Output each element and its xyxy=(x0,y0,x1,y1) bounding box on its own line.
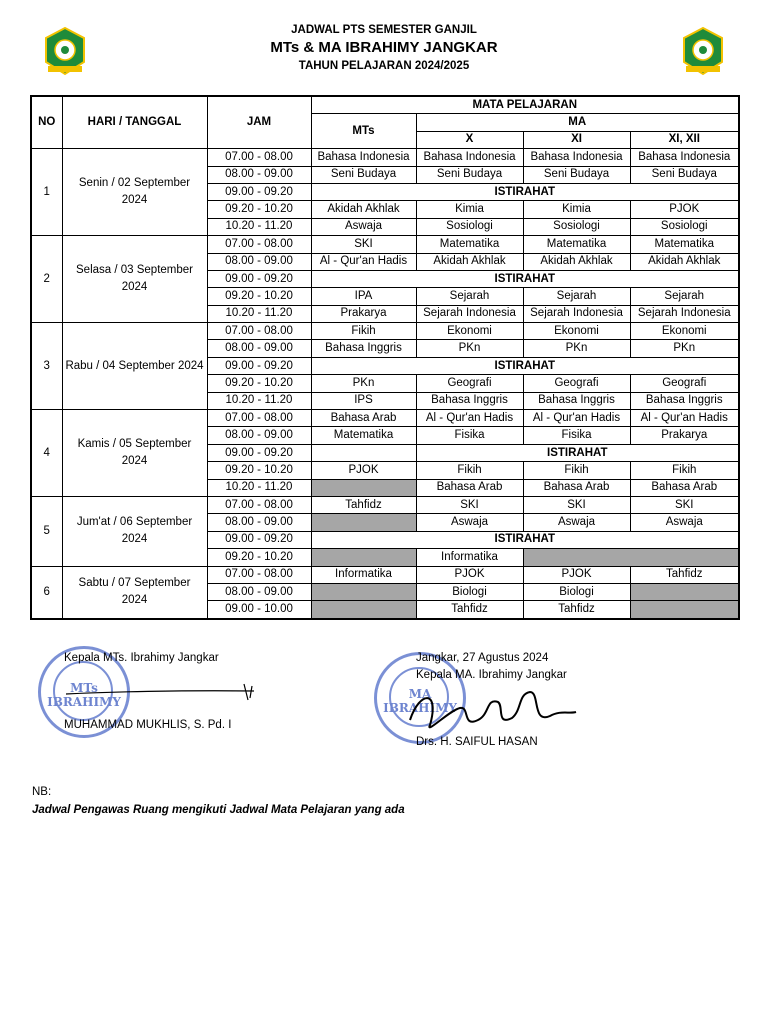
header-line-1: JADWAL PTS SEMESTER GANJIL xyxy=(291,24,477,36)
time-slot: 07.00 - 08.00 xyxy=(207,236,311,253)
subject-cell xyxy=(311,601,416,619)
subject-cell: Prakarya xyxy=(311,305,416,322)
subject-cell: Bahasa Indonesia xyxy=(630,149,739,166)
subject-cell: Tahfidz xyxy=(311,496,416,513)
note-label: NB: xyxy=(32,786,52,798)
break-cell: ISTIRAHAT xyxy=(311,183,739,200)
subject-cell: Sejarah Indonesia xyxy=(630,305,739,322)
time-slot: 09.20 - 10.20 xyxy=(207,201,311,218)
subject-cell: Sejarah Indonesia xyxy=(416,305,523,322)
subject-cell: Sejarah xyxy=(630,288,739,305)
subject-cell: Fikih xyxy=(523,462,630,479)
schedule-table xyxy=(30,95,740,620)
day-label: Senin / 02 September 2024 xyxy=(62,149,207,236)
subject-cell: PKn xyxy=(311,375,416,392)
subject-cell: Prakarya xyxy=(630,427,739,444)
subject-cell xyxy=(630,601,739,619)
time-slot: 10.20 - 11.20 xyxy=(207,392,311,409)
header-line-2: MTs & MA IBRAHIMY JANGKAR xyxy=(270,39,498,56)
subject-cell: Bahasa Inggris xyxy=(630,392,739,409)
subject-cell: Bahasa Arab xyxy=(523,479,630,496)
subject-cell: Matematika xyxy=(311,427,416,444)
subject-cell: SKI xyxy=(311,236,416,253)
subject-cell: Aswaja xyxy=(523,514,630,531)
mts-head-name: MUHAMMAD MUKHLIS, S. Pd. I xyxy=(64,719,232,731)
table-row xyxy=(31,496,739,513)
header-line-3: TAHUN PELAJARAN 2024/2025 xyxy=(298,60,470,72)
subject-cell: Tahfidz xyxy=(416,601,523,619)
document-header xyxy=(0,22,768,74)
empty-cell xyxy=(311,444,416,461)
time-slot: 09.00 - 10.00 xyxy=(207,601,311,619)
day-label: Selasa / 03 September 2024 xyxy=(62,236,207,323)
ma-head-title: Kepala MA. Ibrahimy Jangkar xyxy=(416,669,567,681)
subject-cell: Bahasa Indonesia xyxy=(311,149,416,166)
subject-cell: Al - Qur'an Hadis xyxy=(630,410,739,427)
ma-signature-icon xyxy=(400,680,580,740)
subject-cell xyxy=(311,479,416,496)
ma-stamp-icon: MA IBRAHIMY xyxy=(374,652,466,744)
table-row xyxy=(31,410,739,427)
time-slot: 09.00 - 09.20 xyxy=(207,270,311,287)
break-cell: ISTIRAHAT xyxy=(311,531,739,548)
time-slot: 07.00 - 08.00 xyxy=(207,566,311,583)
place-date: Jangkar, 27 Agustus 2024 xyxy=(416,652,549,664)
time-slot: 09.00 - 09.20 xyxy=(207,444,311,461)
note-text: Jadwal Pengawas Ruang mengikuti Jadwal Mata Pelajaran yang ada xyxy=(32,804,405,816)
subject-cell: Geografi xyxy=(630,375,739,392)
time-slot: 07.00 - 08.00 xyxy=(207,149,311,166)
table-row xyxy=(31,323,739,340)
subject-cell: Informatika xyxy=(416,549,523,566)
subject-cell xyxy=(311,583,416,600)
time-slot: 08.00 - 09.00 xyxy=(207,166,311,183)
subject-cell: Fisika xyxy=(416,427,523,444)
subject-cell: Bahasa Arab xyxy=(416,479,523,496)
subject-cell: Matematika xyxy=(630,236,739,253)
time-slot: 09.20 - 10.20 xyxy=(207,375,311,392)
subject-cell: Informatika xyxy=(311,566,416,583)
day-label: Jum'at / 06 September 2024 xyxy=(62,496,207,566)
subject-cell: Ekonomi xyxy=(416,323,523,340)
subject-cell: Bahasa Indonesia xyxy=(416,149,523,166)
subject-cell: Aswaja xyxy=(416,514,523,531)
day-number: 3 xyxy=(31,323,62,410)
subject-cell: Bahasa Indonesia xyxy=(523,149,630,166)
subject-cell: IPS xyxy=(311,392,416,409)
subject-cell xyxy=(311,514,416,531)
subject-cell: Biologi xyxy=(416,583,523,600)
subject-cell: Geografi xyxy=(523,375,630,392)
day-label: Rabu / 04 September 2024 xyxy=(62,323,207,410)
subject-cell: Bahasa Arab xyxy=(311,410,416,427)
time-slot: 10.20 - 11.20 xyxy=(207,218,311,235)
subject-cell: Ekonomi xyxy=(523,323,630,340)
subject-cell: Al - Qur'an Hadis xyxy=(523,410,630,427)
subject-cell: IPA xyxy=(311,288,416,305)
ma-head-name: Drs. H. SAIFUL HASAN xyxy=(416,736,538,748)
subject-cell: PJOK xyxy=(523,566,630,583)
subject-cell: PJOK xyxy=(630,201,739,218)
subject-cell: Seni Budaya xyxy=(523,166,630,183)
subject-cell: SKI xyxy=(523,496,630,513)
header-class-xi: XI xyxy=(523,131,630,148)
subject-cell: Tahfidz xyxy=(630,566,739,583)
subject-cell: Seni Budaya xyxy=(630,166,739,183)
header-no: NO xyxy=(31,96,62,149)
day-number: 4 xyxy=(31,410,62,497)
subject-cell: Bahasa Arab xyxy=(630,479,739,496)
time-slot: 08.00 - 09.00 xyxy=(207,427,311,444)
time-slot: 09.20 - 10.20 xyxy=(207,549,311,566)
subject-cell: Matematika xyxy=(523,236,630,253)
subject-cell: Ekonomi xyxy=(630,323,739,340)
time-slot: 10.20 - 11.20 xyxy=(207,305,311,322)
table-row xyxy=(31,566,739,583)
subject-cell: Sosiologi xyxy=(416,218,523,235)
time-slot: 07.00 - 08.00 xyxy=(207,496,311,513)
time-slot: 09.00 - 09.20 xyxy=(207,531,311,548)
subject-cell: Kimia xyxy=(416,201,523,218)
subject-cell: Akidah Akhlak xyxy=(311,201,416,218)
subject-cell: Tahfidz xyxy=(523,601,630,619)
subject-cell: Sejarah Indonesia xyxy=(523,305,630,322)
subject-cell: Bahasa Inggris xyxy=(523,392,630,409)
subject-cell: PKn xyxy=(523,340,630,357)
header-subjects: MATA PELAJARAN xyxy=(311,96,739,114)
day-number: 5 xyxy=(31,496,62,566)
subject-cell: Seni Budaya xyxy=(311,166,416,183)
school-logo-left-icon xyxy=(42,26,88,76)
subject-cell: Akidah Akhlak xyxy=(416,253,523,270)
schedule-body xyxy=(31,149,739,619)
subject-cell: Akidah Akhlak xyxy=(630,253,739,270)
day-number: 2 xyxy=(31,236,62,323)
day-label: Kamis / 05 September 2024 xyxy=(62,410,207,497)
empty-cell xyxy=(523,549,739,566)
subject-cell: Aswaja xyxy=(630,514,739,531)
time-slot: 10.20 - 11.20 xyxy=(207,479,311,496)
header-mts: MTs xyxy=(311,114,416,149)
subject-cell: Fikih xyxy=(416,462,523,479)
subject-cell: Fikih xyxy=(311,323,416,340)
day-number: 6 xyxy=(31,566,62,619)
subject-cell: PJOK xyxy=(311,462,416,479)
subject-cell: PJOK xyxy=(416,566,523,583)
subject-cell: Geografi xyxy=(416,375,523,392)
time-slot: 07.00 - 08.00 xyxy=(207,410,311,427)
header-time: JAM xyxy=(207,96,311,149)
subject-cell: Seni Budaya xyxy=(416,166,523,183)
time-slot: 09.20 - 10.20 xyxy=(207,462,311,479)
header-day: HARI / TANGGAL xyxy=(62,96,207,149)
subject-cell xyxy=(630,583,739,600)
subject-cell: SKI xyxy=(630,496,739,513)
subject-cell: PKn xyxy=(630,340,739,357)
header-ma: MA xyxy=(416,114,739,131)
header-class-xi-xii: XI, XII xyxy=(630,131,739,148)
time-slot: 09.20 - 10.20 xyxy=(207,288,311,305)
subject-cell: Fisika xyxy=(523,427,630,444)
subject-cell: Sosiologi xyxy=(523,218,630,235)
mts-signature-icon xyxy=(64,682,264,702)
subject-cell: Bahasa Inggris xyxy=(311,340,416,357)
table-row xyxy=(31,149,739,166)
day-label: Sabtu / 07 September 2024 xyxy=(62,566,207,619)
time-slot: 08.00 - 09.00 xyxy=(207,514,311,531)
time-slot: 09.00 - 09.20 xyxy=(207,183,311,200)
header-class-x: X xyxy=(416,131,523,148)
time-slot: 09.00 - 09.20 xyxy=(207,357,311,374)
mts-stamp-icon: MTs IBRAHIMY xyxy=(38,646,130,738)
subject-cell: Biologi xyxy=(523,583,630,600)
subject-cell: Sosiologi xyxy=(630,218,739,235)
mts-head-title: Kepala MTs. Ibrahimy Jangkar xyxy=(64,652,219,664)
subject-cell: SKI xyxy=(416,496,523,513)
subject-cell: PKn xyxy=(416,340,523,357)
break-cell: ISTIRAHAT xyxy=(416,444,739,461)
subject-cell xyxy=(311,549,416,566)
subject-cell: Sejarah xyxy=(416,288,523,305)
break-cell: ISTIRAHAT xyxy=(311,357,739,374)
subject-cell: Matematika xyxy=(416,236,523,253)
subject-cell: Aswaja xyxy=(311,218,416,235)
subject-cell: Al - Qur'an Hadis xyxy=(416,410,523,427)
time-slot: 08.00 - 09.00 xyxy=(207,340,311,357)
time-slot: 08.00 - 09.00 xyxy=(207,253,311,270)
time-slot: 08.00 - 09.00 xyxy=(207,583,311,600)
subject-cell: Al - Qur'an Hadis xyxy=(311,253,416,270)
time-slot: 07.00 - 08.00 xyxy=(207,323,311,340)
subject-cell: Sejarah xyxy=(523,288,630,305)
break-cell: ISTIRAHAT xyxy=(311,270,739,287)
subject-cell: Kimia xyxy=(523,201,630,218)
day-number: 1 xyxy=(31,149,62,236)
subject-cell: Fikih xyxy=(630,462,739,479)
table-row xyxy=(31,236,739,253)
subject-cell: Bahasa Inggris xyxy=(416,392,523,409)
school-logo-right-icon xyxy=(680,26,726,76)
subject-cell: Akidah Akhlak xyxy=(523,253,630,270)
